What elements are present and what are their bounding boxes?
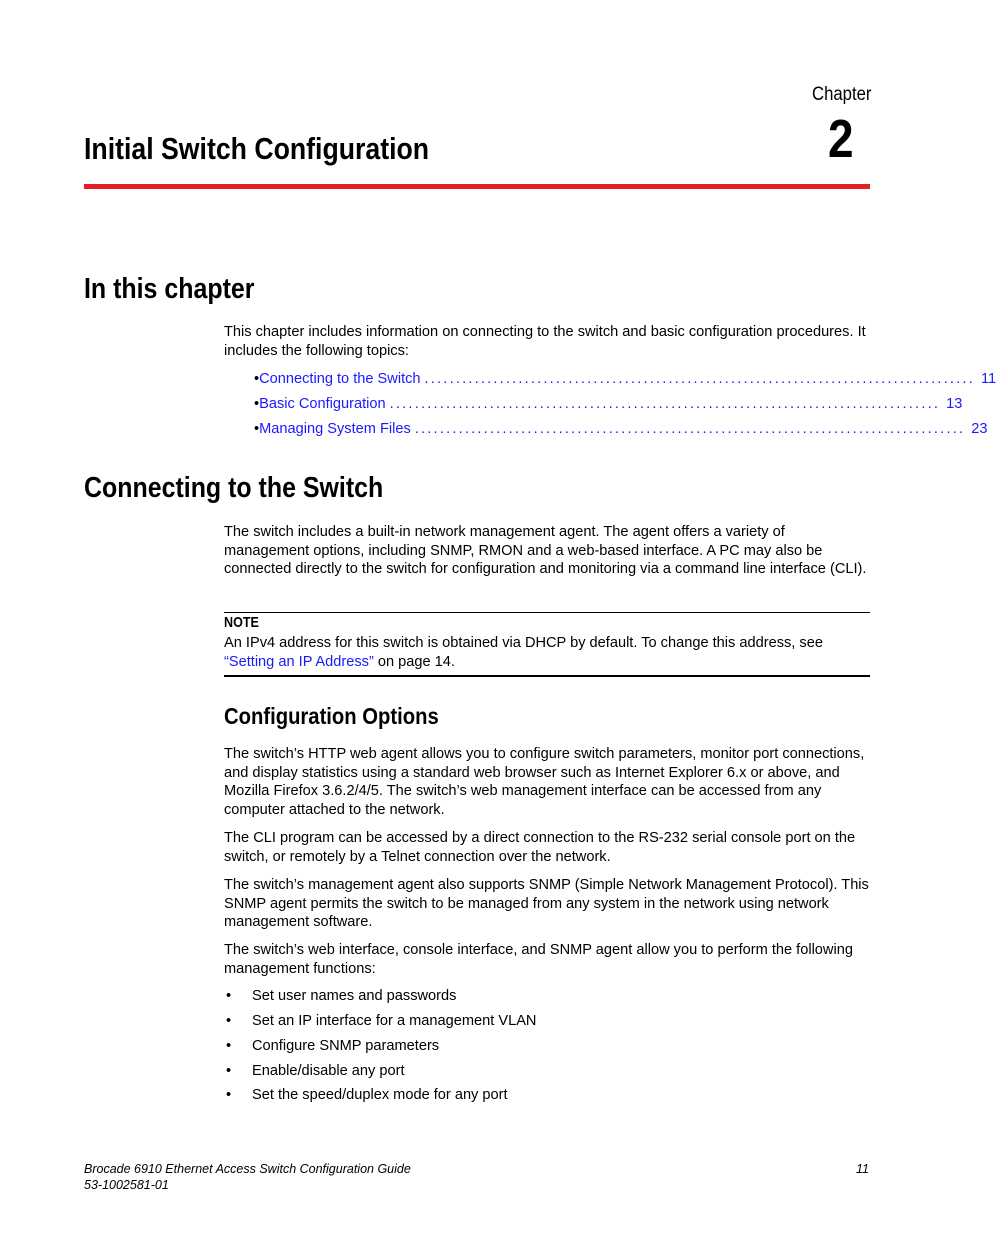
- config-paragraph: The CLI program can be accessed by a direct connection to the RS-232 serial console port on the switch, or remotely by a Telnet connection over the network.: [224, 830, 856, 865]
- config-paragraph: The switch’s HTTP web agent allows you to configure switch parameters, monitor port connections, and display statistics using a standard web browser such as Internet Explorer 6.x or above, and Mozilla Firefox 3.6.2/4/5. The switch’s web management interface can be accessed from any computer attached to the network.: [224, 746, 865, 819]
- config-paragraph: The switch’s web interface, console interface, and SNMP agent allow you to perform the following management functions:: [224, 942, 853, 977]
- footer-doc-title: Brocade 6910 Ethernet Access Switch Configuration Guide: [84, 1162, 411, 1176]
- footer-doc-number: 53-1002581-01: [84, 1178, 169, 1192]
- note-bottom-rule: [224, 675, 870, 677]
- toc-page-link[interactable]: 11: [980, 371, 996, 387]
- toc-item-managing-system-files[interactable]: [254, 420, 988, 438]
- toc-leader: ........................................................................................: [389, 396, 941, 412]
- chapter-number: 2: [828, 109, 854, 169]
- toc-bullet: •: [254, 421, 260, 437]
- config-options-heading: Configuration Options: [224, 703, 439, 729]
- page-title: Initial Switch Configuration: [84, 131, 430, 166]
- toc-link[interactable]: Connecting to the Switch: [259, 371, 421, 387]
- in-this-chapter-heading: In this chapter: [84, 273, 255, 305]
- connecting-heading: Connecting to the Switch: [84, 472, 384, 504]
- toc-link[interactable]: Basic Configuration: [259, 396, 386, 412]
- config-paragraph: The switch’s management agent also supports SNMP (Simple Network Management Protocol). This SNMP agent permits the switch to be managed from any system in the network using network management software.: [224, 877, 869, 931]
- toc-item-connecting[interactable]: [254, 370, 996, 388]
- note-label: NOTE: [224, 615, 259, 631]
- toc-leader: ........................................................................................: [424, 371, 975, 387]
- chapter-label: Chapter: [812, 84, 872, 105]
- toc-link[interactable]: Managing System Files: [259, 421, 411, 437]
- toc-leader: ........................................................................................: [414, 421, 966, 437]
- note-text-before: An IPv4 address for this switch is obtained via DHCP by default. To change this address, see: [224, 635, 823, 651]
- title-divider: [84, 184, 870, 189]
- toc-bullet: •: [254, 396, 260, 412]
- note-top-rule: [224, 612, 870, 613]
- note-text-after: on page 14.: [373, 653, 455, 670]
- chapter-intro: This chapter includes information on connecting to the switch and basic configuration procedures. It includes the following topics:: [224, 324, 866, 359]
- note-text: [224, 634, 874, 671]
- footer-page-number: 11: [856, 1162, 869, 1176]
- connecting-paragraph: The switch includes a built-in network management agent. The agent offers a variety of management options, including SNMP, RMON and a web-based interface. A PC may also be connected directly to the switch for configuration and monitoring via a command line interface (CLI).: [224, 524, 867, 578]
- note-link[interactable]: “Setting an IP Address”: [224, 653, 374, 670]
- toc-page-link[interactable]: 23: [971, 421, 988, 437]
- toc-bullet: •: [254, 371, 260, 387]
- toc-item-basic-configuration[interactable]: [254, 395, 963, 413]
- toc-page-link[interactable]: 13: [946, 396, 963, 412]
